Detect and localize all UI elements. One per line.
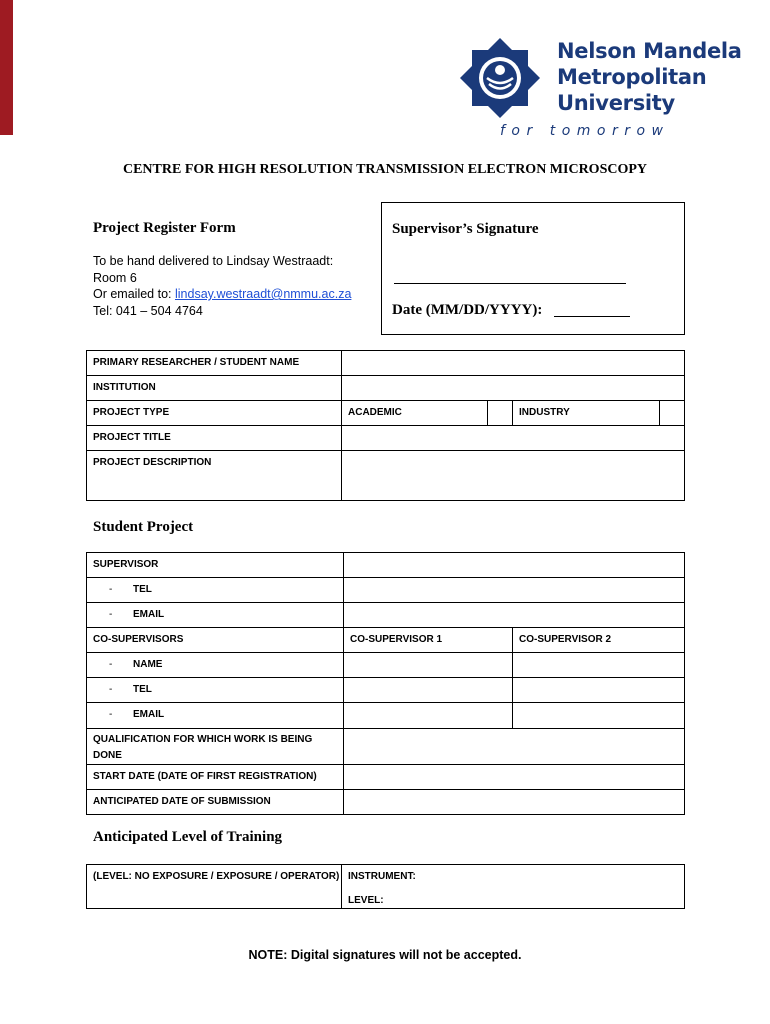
submission-label-text: ANTICIPATED DATE OF SUBMISSION: [93, 796, 271, 807]
supervisor-label-text: SUPERVISOR: [93, 559, 159, 570]
delivery-line-2: Room 6: [93, 270, 137, 285]
training-level-label: [87, 865, 342, 909]
email-line: [93, 286, 351, 303]
logo-line-1: Nelson Mandela: [557, 39, 742, 63]
co1-label: [344, 628, 513, 653]
instrument-label: INSTRUMENT:: [348, 871, 416, 882]
tel-line: Tel: 041 – 504 4764: [93, 303, 203, 318]
email-text: EMAIL: [133, 709, 165, 720]
start-date-label-text: START DATE (DATE OF FIRST REGISTRATION): [93, 771, 317, 782]
co1-tel-field[interactable]: [344, 678, 513, 703]
co2-tel-field[interactable]: [513, 678, 685, 703]
delivery-line-1: To be hand delivered to Lindsay Westraadt:: [93, 254, 334, 268]
description-label: [87, 451, 342, 501]
dash: -: [109, 609, 113, 620]
page-title: CENTRE FOR HIGH RESOLUTION TRANSMISSION ELECTRON MICROSCOPY: [122, 162, 648, 177]
co1-name-field[interactable]: [344, 653, 513, 678]
academic-checkbox[interactable]: [488, 401, 513, 426]
training-heading: Anticipated Level of Training: [93, 829, 283, 845]
project-title-field[interactable]: [342, 426, 685, 451]
name-text: NAME: [133, 659, 163, 670]
email-prefix: Or emailed to:: [93, 287, 175, 301]
student-heading: Student Project: [93, 519, 194, 535]
submission-field[interactable]: [344, 790, 685, 815]
institution-field[interactable]: [342, 376, 685, 401]
start-date-label: [87, 765, 344, 790]
supervisor-label: [87, 553, 344, 578]
industry-label-text: INDUSTRY: [519, 407, 570, 418]
tagline: for tomorrow: [500, 123, 670, 139]
dash: -: [109, 709, 113, 720]
red-accent-bar: [0, 0, 13, 135]
cosupervisors-label: [87, 628, 344, 653]
submission-label: [87, 790, 344, 815]
level-label: LEVEL:: [348, 895, 384, 906]
description-label-text: PROJECT DESCRIPTION: [93, 457, 212, 468]
supervisor-email-field[interactable]: [344, 603, 685, 628]
project-title-label-text: PROJECT TITLE: [93, 432, 171, 443]
type-label-text: PROJECT TYPE: [93, 407, 170, 418]
note-text: NOTE: Digital signatures will not be accepted.: [248, 948, 522, 962]
type-label: [87, 401, 342, 426]
co2-label: [513, 628, 685, 653]
supervisor-email-label: [87, 603, 344, 628]
cosupervisors-label-text: CO-SUPERVISORS: [93, 634, 184, 645]
qualification-label-text: QUALIFICATION FOR WHICH WORK IS BEING DONE: [93, 734, 313, 761]
university-name: [557, 38, 742, 116]
primary-label: [87, 351, 342, 376]
tel-text: TEL: [133, 584, 152, 595]
qualification-field[interactable]: [344, 729, 685, 765]
training-table: [86, 864, 685, 909]
instrument-cell[interactable]: [342, 865, 685, 909]
industry-label: [513, 401, 660, 426]
primary-field[interactable]: [342, 351, 685, 376]
co2-email-field[interactable]: [513, 703, 685, 729]
primary-label-text: PRIMARY RESEARCHER / STUDENT NAME: [93, 357, 300, 368]
dash: -: [109, 659, 113, 670]
supervisor-tel-label: [87, 578, 344, 603]
project-title-label: [87, 426, 342, 451]
dash: -: [109, 584, 113, 595]
institution-label: [87, 376, 342, 401]
email-link[interactable]: lindsay.westraadt@nmmu.ac.za: [174, 287, 352, 301]
delivery-info: [93, 253, 351, 319]
co2-name-field[interactable]: [513, 653, 685, 678]
project-table: [86, 350, 685, 501]
start-date-field[interactable]: [344, 765, 685, 790]
form-heading: Project Register Form: [93, 220, 236, 236]
training-level-label-text: (LEVEL: NO EXPOSURE / EXPOSURE / OPERATOR): [93, 871, 340, 882]
description-field[interactable]: [342, 451, 685, 501]
co2-label-text: CO-SUPERVISOR 2: [519, 634, 612, 645]
academic-label-text: ACADEMIC: [348, 407, 402, 418]
co1-email-field[interactable]: [344, 703, 513, 729]
tel-text: TEL: [133, 684, 152, 695]
logo-line-2: Metropolitan: [557, 65, 707, 89]
student-table: [86, 552, 685, 815]
date-line[interactable]: [554, 316, 630, 317]
qualification-label: [87, 729, 344, 765]
academic-label: [342, 401, 488, 426]
supervisor-field[interactable]: [344, 553, 685, 578]
co-name-label: [87, 653, 344, 678]
date-label: Date (MM/DD/YYYY):: [392, 302, 543, 318]
industry-checkbox[interactable]: [660, 401, 685, 426]
logo-line-3: University: [557, 91, 675, 115]
email-text: EMAIL: [133, 609, 165, 620]
supervisor-tel-field[interactable]: [344, 578, 685, 603]
co-email-label: [87, 703, 344, 729]
signature-box: [381, 202, 685, 335]
dash: -: [109, 684, 113, 695]
co1-label-text: CO-SUPERVISOR 1: [350, 634, 443, 645]
signature-line[interactable]: [394, 283, 626, 284]
co-tel-label: [87, 678, 344, 703]
institution-label-text: INSTITUTION: [93, 382, 156, 393]
signature-title: Supervisor’s Signature: [392, 221, 539, 237]
